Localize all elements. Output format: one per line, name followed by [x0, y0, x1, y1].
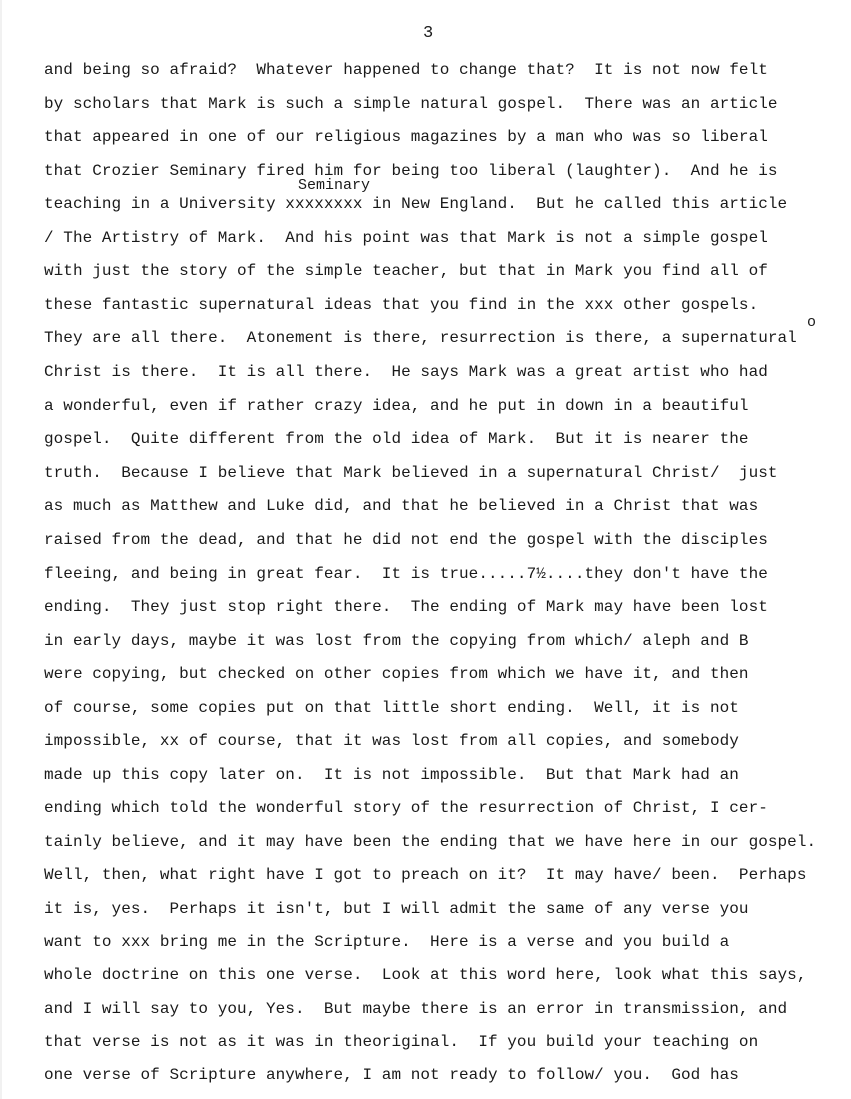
text-line: a wonderful, even if rather crazy idea, and he put in down in a beautiful	[44, 397, 749, 415]
text-line: They are all there. Atonement is there, resurrection is there, a supernatural	[44, 329, 797, 347]
text-line: and I will say to you, Yes. But maybe there is an error in transmission, and	[44, 1000, 788, 1018]
text-line: Christ is there. It is all there. He says Mark was a great artist who had	[44, 363, 768, 381]
text-line: of course, some copies put on that little short ending. Well, it is not	[44, 699, 739, 717]
text-line: that Crozier Seminary fired him for being too liberal (laughter). And he is	[44, 162, 778, 180]
text-line: with just the story of the simple teacher, but that in Mark you find all of	[44, 262, 768, 280]
page-number: 3	[423, 24, 434, 43]
text-line: that verse is not as it was in theoriginal. If you build your teaching on	[44, 1033, 759, 1051]
text-line: made up this copy later on. It is not impossible. But that Mark had an	[44, 766, 739, 784]
text-line: / The Artistry of Mark. And his point was that Mark is not a simple gospel	[44, 229, 768, 247]
text-line: truth. Because I believe that Mark believed in a supernatural Christ/ just	[44, 464, 778, 482]
text-line: and being so afraid? Whatever happened to change that? It is not now felt	[44, 61, 768, 79]
text-line: tainly believe, and it may have been the ending that we have here in our gospel.	[44, 833, 817, 851]
text-line: Well, then, what right have I got to preach on it? It may have/ been. Perhaps	[44, 866, 807, 884]
page-left-edge	[0, 0, 2, 1099]
handwritten-insertion-seminary: Seminary	[298, 177, 371, 194]
text-line: ending. They just stop right there. The ending of Mark may have been lost	[44, 598, 768, 616]
text-line: impossible, xx of course, that it was lost from all copies, and somebody	[44, 732, 739, 750]
text-line: gospel. Quite different from the old idea of Mark. But it is nearer the	[44, 430, 749, 448]
text-line: it is, yes. Perhaps it isn't, but I will admit the same of any verse you	[44, 900, 749, 918]
text-line: by scholars that Mark is such a simple natural gospel. There was an article	[44, 95, 778, 113]
text-line: whole doctrine on this one verse. Look at this word here, look what this says,	[44, 966, 807, 984]
handwritten-insertion-o: o	[807, 314, 817, 331]
text-line: these fantastic supernatural ideas that you find in the xxx other gospels.	[44, 296, 759, 314]
text-line: ending which told the wonderful story of the resurrection of Christ, I cer-	[44, 799, 768, 817]
text-line: were copying, but checked on other copies from which we have it, and then	[44, 665, 749, 683]
text-line: want to xxx bring me in the Scripture. Here is a verse and you build a	[44, 933, 730, 951]
text-line: teaching in a University xxxxxxxx in New England. But he called this article	[44, 195, 788, 213]
text-line: that appeared in one of our religious magazines by a man who was so liberal	[44, 128, 768, 146]
text-line: fleeing, and being in great fear. It is true.....7½....they don't have the	[44, 565, 768, 583]
text-line: raised from the dead, and that he did not end the gospel with the disciples	[44, 531, 768, 549]
text-line: one verse of Scripture anywhere, I am not ready to follow/ you. God has	[44, 1066, 739, 1084]
text-line: as much as Matthew and Luke did, and that he believed in a Christ that was	[44, 497, 759, 515]
text-line: in early days, maybe it was lost from the copying from which/ aleph and B	[44, 632, 749, 650]
